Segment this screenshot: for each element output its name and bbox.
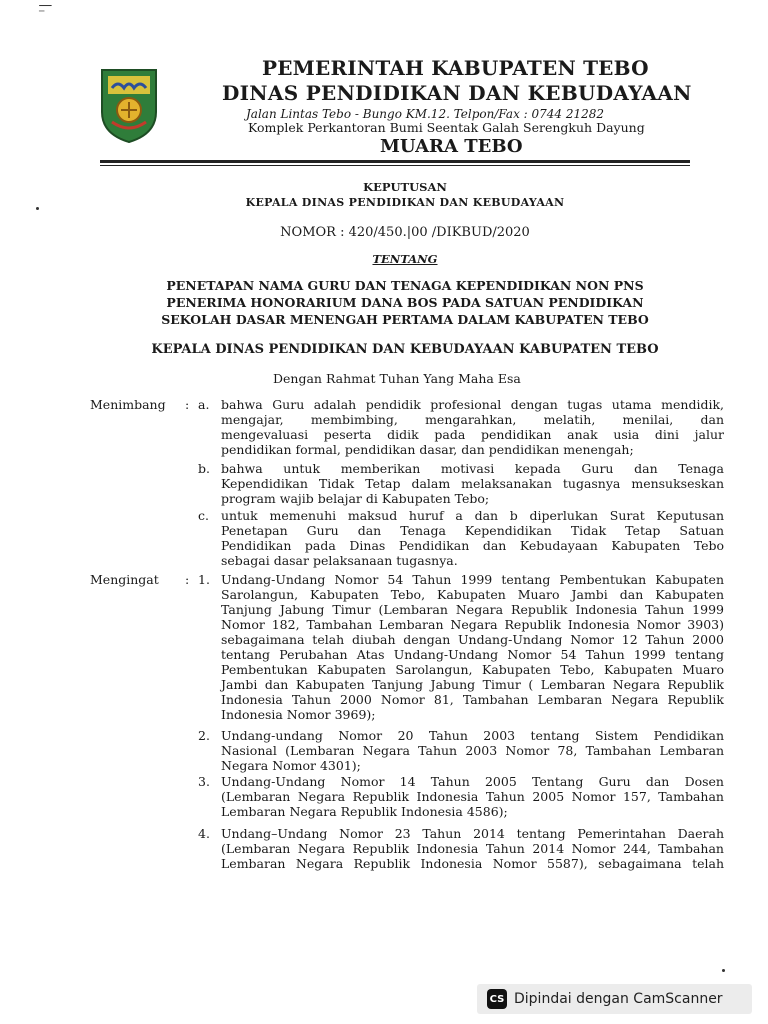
text-line: pendidikan formal, pendidikan dasar, dan pendidikan menengah; bbox=[221, 442, 634, 457]
text-line: Kependidikan Tidak Tetap dalam melaksanakan tugasnya mensukseskan bbox=[221, 476, 724, 491]
decree-issuer: KEPALA DINAS PENDIDIKAN DAN KEBUDAYAAN bbox=[245, 196, 565, 209]
text-line: tentang Perubahan Atas Undang-Undang Nomor 54 Tahun 1999 tentang bbox=[221, 647, 724, 662]
text-line: Nasional (Lembaran Negara Tahun 2003 Nomor 78, Tambahan Lembaran bbox=[221, 743, 724, 758]
decree-heading: KEPUTUSAN bbox=[363, 180, 447, 194]
mengingat-item-2 bbox=[221, 728, 724, 773]
text-line: Sarolangun, Kabupaten Tebo, Kabupaten Muaro Jambi dan Kabupaten bbox=[221, 587, 724, 602]
item-marker: c. bbox=[198, 508, 209, 523]
text-line: (Lembaran Negara Republik Indonesia Tahun 2005 Nomor 157, Tambahan bbox=[221, 789, 724, 804]
letterhead-complex: Komplek Perkantoran Bumi Seentak Galah Serengkuh Dayung bbox=[248, 120, 645, 135]
text-line: Nomor 182, Tambahan Lembaran Negara Republik Indonesia Nomor 3903) bbox=[221, 617, 724, 632]
subject-line: PENETAPAN NAMA GURU DAN TENAGA KEPENDIDIKAN NON PNS bbox=[166, 278, 644, 293]
margin-mark: ⁻͞ bbox=[38, 6, 46, 22]
mengingat-item-1 bbox=[221, 572, 724, 722]
letterhead-government: PEMERINTAH KABUPATEN TEBO bbox=[262, 56, 649, 80]
item-marker: 1. bbox=[198, 572, 210, 587]
item-marker: 3. bbox=[198, 774, 210, 789]
text-line: Lembaran Negara Republik Indonesia 4586); bbox=[221, 804, 508, 819]
camscanner-label: Dipindai dengan CamScanner bbox=[514, 991, 723, 1007]
text-line: Jambi dan Kabupaten Tanjung Jabung Timur ( Lembaran Negara Republik bbox=[221, 677, 724, 692]
text-line: untuk memenuhi maksud huruf a dan b diperlukan Surat Keputusan bbox=[221, 508, 724, 523]
mengingat-item-3 bbox=[221, 774, 724, 819]
menimbang-label: Menimbang bbox=[90, 397, 166, 412]
letterhead-rule-thin bbox=[100, 165, 690, 166]
menimbang-item-a bbox=[221, 397, 724, 457]
letterhead-department: DINAS PENDIDIKAN DAN KEBUDAYAAN bbox=[222, 81, 692, 105]
text-line: mengevaluasi peserta didik pada pendidikan anak usia dini jalur bbox=[221, 427, 724, 442]
scan-speck bbox=[722, 969, 725, 972]
camscanner-icon: CS bbox=[487, 989, 507, 1009]
text-line: bahwa Guru adalah pendidik profesional dengan tugas utama mendidik, bbox=[221, 397, 724, 412]
menimbang-item-b bbox=[221, 461, 724, 506]
decree-authority: KEPALA DINAS PENDIDIKAN DAN KEBUDAYAAN KABUPATEN TEBO bbox=[151, 342, 659, 357]
item-marker: 2. bbox=[198, 728, 210, 743]
item-marker: a. bbox=[198, 397, 210, 412]
letterhead-address: Jalan Lintas Tebo - Bungo KM.12. Telpon/Fax : 0744 21282 bbox=[246, 107, 605, 121]
text-line: Lembaran Negara Republik Indonesia Nomor 5587), sebagaimana telah bbox=[221, 856, 724, 871]
text-line: Pembentukan Kabupaten Sarolangun, Kabupaten Tebo, Kabupaten Muaro bbox=[221, 662, 724, 677]
letterhead-city: MUARA TEBO bbox=[380, 136, 523, 157]
mengingat-colon: : bbox=[185, 572, 190, 587]
subject-line: PENERIMA HONORARIUM DANA BOS PADA SATUAN PENDIDIKAN bbox=[166, 295, 644, 310]
decree-about: TENTANG bbox=[372, 252, 438, 266]
text-line: Tanjung Jabung Timur (Lembaran Negara Republik Indonesia Tahun 1999 bbox=[221, 602, 724, 617]
text-line: Undang-Undang Nomor 14 Tahun 2005 Tentang Guru dan Dosen bbox=[221, 774, 724, 789]
menimbang-colon: : bbox=[185, 397, 190, 412]
decree-number: NOMOR : 420/450.|00 /DIKBUD/2020 bbox=[280, 225, 530, 240]
decree-subject bbox=[60, 277, 750, 328]
camscanner-watermark bbox=[477, 984, 752, 1014]
text-line: Undang-Undang Nomor 54 Tahun 1999 tentang Pembentukan Kabupaten bbox=[221, 572, 724, 587]
decree-blessing: Dengan Rahmat Tuhan Yang Maha Esa bbox=[273, 371, 521, 386]
text-line: Undang–Undang Nomor 23 Tahun 2014 tentang Pemerintahan Daerah bbox=[221, 826, 724, 841]
item-marker: b. bbox=[198, 461, 210, 476]
text-line: sebagaimana telah diubah dengan Undang-Undang Nomor 12 Tahun 2000 bbox=[221, 632, 724, 647]
text-line: Indonesia Nomor 3969); bbox=[221, 707, 376, 722]
subject-line: SEKOLAH DASAR MENENGAH PERTAMA DALAM KABUPATEN TEBO bbox=[161, 312, 649, 327]
mengingat-label: Mengingat bbox=[90, 572, 159, 587]
kabupaten-tebo-emblem-icon bbox=[98, 64, 160, 144]
text-line: sebagai dasar pelaksanaan tugasnya. bbox=[221, 553, 458, 568]
text-line: bahwa untuk memberikan motivasi kepada Guru dan Tenaga bbox=[221, 461, 724, 476]
text-line: mengajar, membimbing, mengarahkan, melatih, menilai, dan bbox=[221, 412, 724, 427]
item-marker: 4. bbox=[198, 826, 210, 841]
text-line: Indonesia Tahun 2000 Nomor 81, Tambahan Lembaran Negara Republik bbox=[221, 692, 724, 707]
letterhead-rule-thick bbox=[100, 160, 690, 163]
text-line: Negara Nomor 4301); bbox=[221, 758, 361, 773]
text-line: program wajib belajar di Kabupaten Tebo; bbox=[221, 491, 490, 506]
menimbang-item-c bbox=[221, 508, 724, 568]
text-line: Pendidikan pada Dinas Pendidikan dan Kebudayaan Kabupaten Tebo bbox=[221, 538, 724, 553]
text-line: Penetapan Guru dan Tenaga Kependidikan Tidak Tetap Satuan bbox=[221, 523, 724, 538]
scan-speck bbox=[36, 207, 39, 210]
text-line: Undang-undang Nomor 20 Tahun 2003 tentang Sistem Pendidikan bbox=[221, 728, 724, 743]
mengingat-item-4 bbox=[221, 826, 724, 871]
text-line: (Lembaran Negara Republik Indonesia Tahun 2014 Nomor 244, Tambahan bbox=[221, 841, 724, 856]
